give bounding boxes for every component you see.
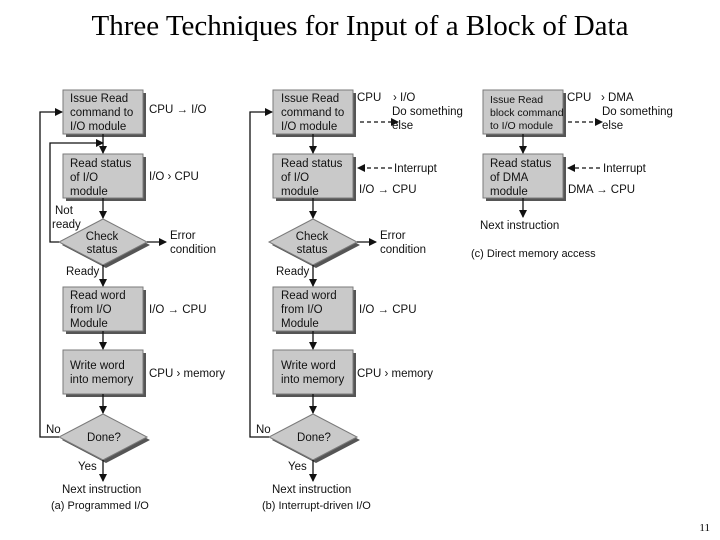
issue-note: CPU → I/O (149, 104, 207, 116)
svg-text:CPU: CPU (567, 92, 592, 104)
read-note: I/O → CPU (149, 304, 207, 316)
svg-text:Next instruction: Next instruction (272, 484, 352, 496)
dma-flowchart (471, 90, 673, 260)
svg-text:Issue Readcommand toI/O module: Issue Read command to I/O module (281, 93, 345, 133)
svg-text:Write wordinto memory: Write word into memory (281, 360, 345, 386)
svg-text:Issue Readblock commandto I/O: Issue Read block command to I/O module (490, 94, 564, 132)
dma-next-instruction: Next instruction (480, 220, 560, 232)
to-dma-label: › DMA (601, 92, 634, 104)
error-condition-label: Error condition (170, 230, 217, 256)
no-label: No (46, 424, 61, 436)
cpu-label: CPU (357, 92, 382, 104)
svg-text:Checkstatus: Check status (295, 231, 329, 256)
next-instruction-label: Next instruction (62, 484, 142, 496)
svg-text:Ready: Ready (276, 266, 310, 278)
caption-b: (b) Interrupt-driven I/O (262, 500, 371, 512)
status-note: I/O › CPU (149, 171, 199, 183)
svg-text:Interrupt: Interrupt (603, 163, 646, 175)
svg-text:I/O → CPU: I/O → CPU (359, 304, 417, 316)
not-ready-label: Not ready (52, 205, 81, 231)
svg-text:Done?: Done? (297, 432, 331, 444)
svg-text:Read statusof I/Omodule: Read status of I/O module (281, 158, 343, 198)
write-note: CPU › memory (149, 368, 226, 380)
caption-a: (a) Programmed I/O (51, 500, 149, 512)
check-status-text: Check status (85, 231, 119, 256)
svg-text:CPU › memory: CPU › memory (357, 368, 434, 380)
status-note-b: I/O → CPU (359, 184, 417, 196)
to-io-label: › I/O (393, 92, 416, 104)
write-word-text: Write word into memory (70, 360, 134, 386)
done-text: Done? (87, 432, 121, 444)
interrupt-label: Interrupt (394, 163, 437, 175)
ready-label: Ready (66, 266, 100, 278)
yes-label: Yes (78, 461, 97, 473)
interrupt-driven-io-flowchart (250, 90, 463, 512)
do-something-label: Do something else (392, 106, 463, 132)
write-word-box (63, 350, 143, 394)
svg-text:No: No (256, 424, 271, 436)
svg-text:Errorcondition: Error condition (380, 230, 427, 256)
svg-text:Read statusof DMAmodule: Read status of DMA module (490, 158, 552, 198)
page-title: Three Techniques for Input of a Block of Data (91, 10, 629, 42)
read-status-text: Read status of I/O module (70, 158, 132, 198)
issue-read-text: Issue Read command to I/O module (70, 93, 134, 133)
page-number: 11 (699, 522, 710, 534)
svg-text:Do somethingelse: Do something else (602, 106, 673, 132)
programmed-io-flowchart (40, 90, 225, 512)
svg-text:DMA → CPU: DMA → CPU (568, 184, 636, 196)
svg-text:Read wordfrom I/OModule: Read word from I/O Module (281, 290, 337, 330)
caption-c: (c) Direct memory access (471, 248, 596, 260)
read-word-text: Read word from I/O Module (70, 290, 126, 330)
svg-text:Yes: Yes (288, 461, 307, 473)
